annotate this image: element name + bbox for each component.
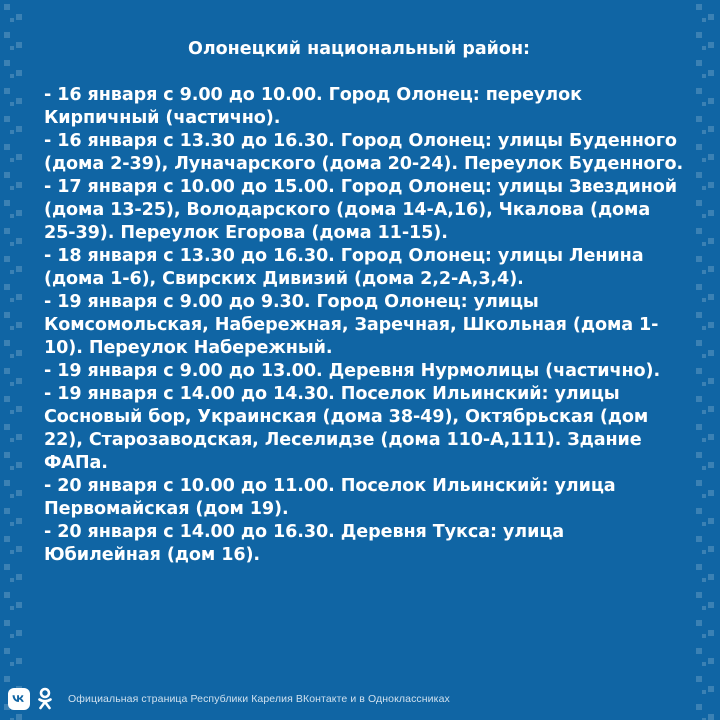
list-item: - 18 января с 13.30 до 16.30. Город Олонец: улицы Ленина (дома 1-6), Свирских Дивизий (дома 2,2-А,3,4). <box>44 246 644 289</box>
list-item: - 19 января с 14.00 до 14.30. Поселок Ильинский: улицы Сосновый бор, Украинская (дома 38-49), Октябрьская (дом 22), Старозаводская, Леселидзе (дома 110-А,111). Здание ФАПа. <box>44 384 649 473</box>
page-title: Олонецкий национальный район: <box>187 39 531 59</box>
list-item: - 20 января с 14.00 до 16.30. Деревня Тукса: улица Юбилейная (дом 16). <box>44 522 565 565</box>
outage-list <box>44 84 684 567</box>
list-item: - 16 января с 13.30 до 16.30. Город Олонец: улицы Буденного (дома 2-39), Луначарского (дома 20-24). Переулок Буденного. <box>44 131 684 174</box>
vk-icon[interactable] <box>8 688 30 710</box>
ornament-left <box>0 0 28 720</box>
footer <box>8 686 450 712</box>
ornament-right <box>692 0 720 720</box>
ok-icon[interactable] <box>36 687 54 711</box>
announcement-content <box>44 38 684 567</box>
footer-text: Официальная страница Республики Карелия ВКонтакте и в Одноклассниках <box>68 693 450 705</box>
list-item: - 19 января с 9.00 до 9.30. Город Олонец: улицы Комсомольская, Набережная, Заречная, Школьная (дома 1-10). Переулок Набережный. <box>44 292 659 358</box>
list-item: - 20 января с 10.00 до 11.00. Поселок Ильинский: улица Первомайская (дом 19). <box>44 476 616 519</box>
list-item: - 16 января с 9.00 до 10.00. Город Олонец: переулок Кирпичный (частично). <box>44 85 582 128</box>
list-item: - 17 января с 10.00 до 15.00. Город Олонец: улицы Звездиной (дома 13-25), Володарского (дома 14-А,16), Чкалова (дома 25-39). Переулок Егорова (дома 11-15). <box>44 177 678 243</box>
list-item: - 19 января с 9.00 до 13.00. Деревня Нурмолицы (частично). <box>44 361 661 381</box>
